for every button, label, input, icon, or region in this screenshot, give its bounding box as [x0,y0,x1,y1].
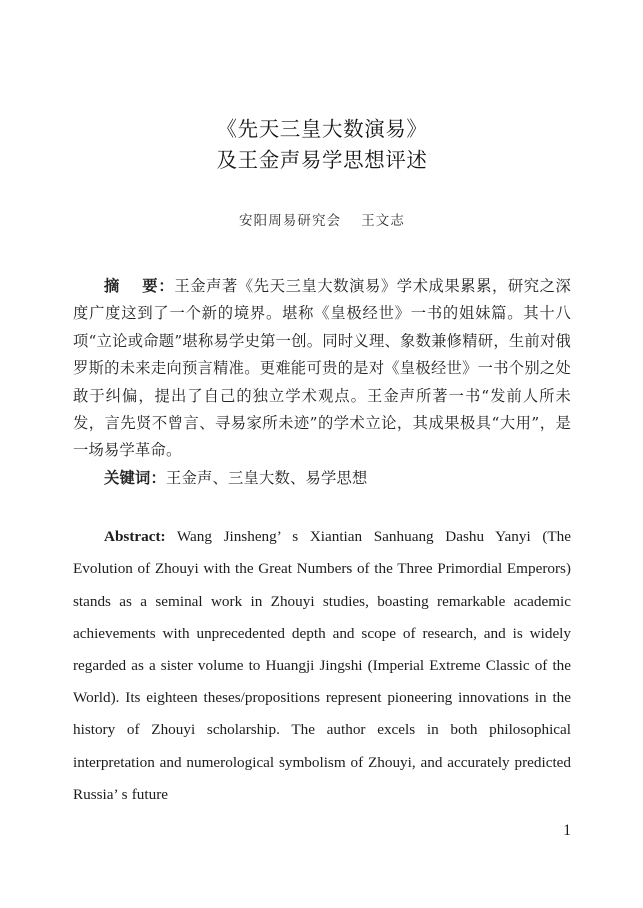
chinese-abstract-label: 摘 要： [104,277,175,295]
article-title [73,114,571,176]
english-abstract-body: Wang Jinsheng’ s Xiantian Sanhuang Dashu Yanyi (The Evolution of Zhouyi with the Great Numbers of the Three Primordial Emperors) stands as a seminal work in Zhouyi studies, boasting remarkable academic achievements with unprecedented depth and scope of research, and is widely regarded as a sister volume to Huangji Jingshi (Imperial Extreme Classic of the World). Its eighteen theses/propositions represent pioneering innovations in the history of Zhouyi scholarship. The author excels in both philosophical interpretation and numerological symbolism of Zhouyi, and accurately predicted Russia’ s future [73,528,571,803]
english-abstract-section [73,521,571,811]
chinese-abstract-paragraph [73,273,571,465]
author-affiliation [73,211,571,231]
title-line-2: 及王金声易学思想评述 [216,148,428,172]
page-content [73,0,571,811]
chinese-abstract-section [73,273,571,492]
chinese-keywords-label: 关键词： [104,468,166,487]
chinese-keywords-body: 王金声、三皇大数、易学思想 [166,468,368,487]
page-number: 1 [563,822,571,839]
chinese-abstract-body: 王金声著《先天三皇大数演易》学术成果累累，研究之深度广度这到了一个新的境界。堪称《皇极经世》一书的姐妹篇。其十八项“立论或命题”堪称易学史第一创。同时义理、象数兼修精研，生前对俄罗斯的未来走向预言精准。更难能可贵的是对《皇极经世》一书个别之处敢于纠偏，提出了自己的独立学术观点。王金声所著一书“发前人所未发，言先贤不曾言、寻易家所未迹”的学术立论，其成果极具“大用”，是一场易学革命。 [73,277,571,460]
chinese-keywords-paragraph [73,465,571,492]
title-line-1: 《先天三皇大数演易》 [216,117,428,141]
english-abstract-label: Abstract: [104,528,166,546]
author-line: 安阳周易研究会 王文志 [239,213,405,229]
english-abstract-paragraph [73,521,571,811]
